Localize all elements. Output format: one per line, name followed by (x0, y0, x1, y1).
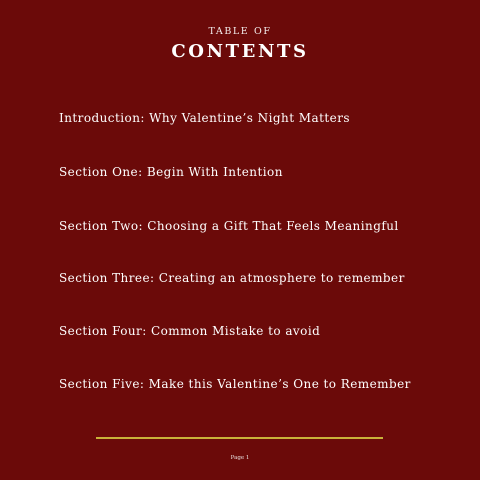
toc-entry-section-two: Section Two: Choosing a Gift That Feels Meaningful (59, 219, 399, 233)
toc-entry-introduction: Introduction: Why Valentine’s Night Matters (59, 111, 350, 125)
toc-entry-section-one: Section One: Begin With Intention (59, 165, 283, 179)
footer-divider (96, 437, 383, 439)
toc-entry-section-three: Section Three: Creating an atmosphere to remember (59, 271, 405, 285)
toc-entry-section-five: Section Five: Make this Valentine’s One to Remember (59, 377, 411, 391)
toc-heading-large: CONTENTS (171, 41, 309, 62)
toc-entry-section-four: Section Four: Common Mistake to avoid (59, 324, 321, 338)
page-number: Page 1 (230, 455, 250, 461)
toc-heading-small: TABLE OF (208, 26, 272, 37)
